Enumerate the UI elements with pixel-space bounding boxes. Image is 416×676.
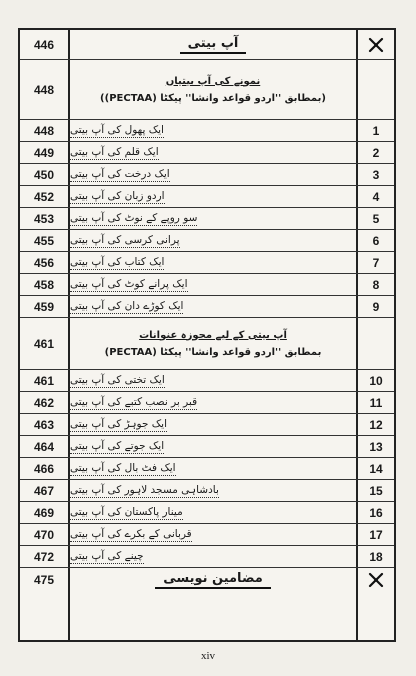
- list-item[interactable]: 450 ایک درخت کی آپ بیتی 3: [20, 164, 394, 186]
- page-number: 461: [33, 336, 55, 351]
- section-header-row: [20, 568, 394, 592]
- subsection-title: آپ بیتی کے لیے مجوزہ عنوانات بمطابق ''اردو قواعد وانشا'' پیکٹا (PECTAA): [104, 329, 322, 358]
- flower-ornament-icon: [358, 30, 394, 59]
- list-item[interactable]: 463 ایک جوہڑ کی آپ بیتی 12: [20, 414, 394, 436]
- list-item[interactable]: 448 ایک پھول کی آپ بیتی 1: [20, 120, 394, 142]
- list-item[interactable]: 459 ایک کوڑے دان کی آپ بیتی 9: [20, 296, 394, 318]
- list-item[interactable]: 449 ایک قلم کی آپ بیتی 2: [20, 142, 394, 164]
- list-item[interactable]: 466 ایک فٹ بال کی آپ بیتی 14: [20, 458, 394, 480]
- page-number: 446: [33, 37, 55, 52]
- list-item[interactable]: 458 ایک پرانے کوٹ کی آپ بیتی 8: [20, 274, 394, 296]
- subsection-row: [20, 318, 394, 370]
- section-header-row: [20, 30, 394, 60]
- list-item[interactable]: 456 ایک کتاب کی آپ بیتی 7: [20, 252, 394, 274]
- subsection-title: نمونے کی آپ بیتیاں (بمطابق ''اردو قواعد وانشا'' پیکٹا (PECTAA)): [100, 75, 326, 104]
- list-item[interactable]: 472 چینے کی آپ بیتی 18: [20, 546, 394, 568]
- flower-ornament-icon: [358, 568, 394, 592]
- list-item[interactable]: 452 اردو زبان کی آپ بیتی 4: [20, 186, 394, 208]
- list-item[interactable]: 462 قبر بر نصب کتبے کی آپ بیتی 11: [20, 392, 394, 414]
- list-item[interactable]: 453 سو روپے کے نوٹ کی آپ بیتی 5: [20, 208, 394, 230]
- list-item[interactable]: 467 بادشاہی مسجد لاہور کی آپ بیتی 15: [20, 480, 394, 502]
- page-number: 448: [33, 82, 55, 97]
- section-title: مضامین نویسی: [70, 568, 356, 592]
- list-item[interactable]: 464 ایک جوتے کی آپ بیتی 13: [20, 436, 394, 458]
- list-item[interactable]: 455 پرانی کرسی کی آپ بیتی 6: [20, 230, 394, 252]
- subsection-row: [20, 60, 394, 120]
- page-number: 475: [33, 573, 55, 587]
- section-title: آپ بیتی: [70, 30, 356, 59]
- page-footer-number: xiv: [200, 650, 216, 662]
- list-item[interactable]: 461 ایک تختی کی آپ بیتی 10: [20, 370, 394, 392]
- list-item[interactable]: 469 مینار پاکستان کی آپ بیتی 16: [20, 502, 394, 524]
- table-of-contents: [18, 28, 396, 642]
- list-item[interactable]: 470 قربانی کے بکرے کی آپ بیتی 17: [20, 524, 394, 546]
